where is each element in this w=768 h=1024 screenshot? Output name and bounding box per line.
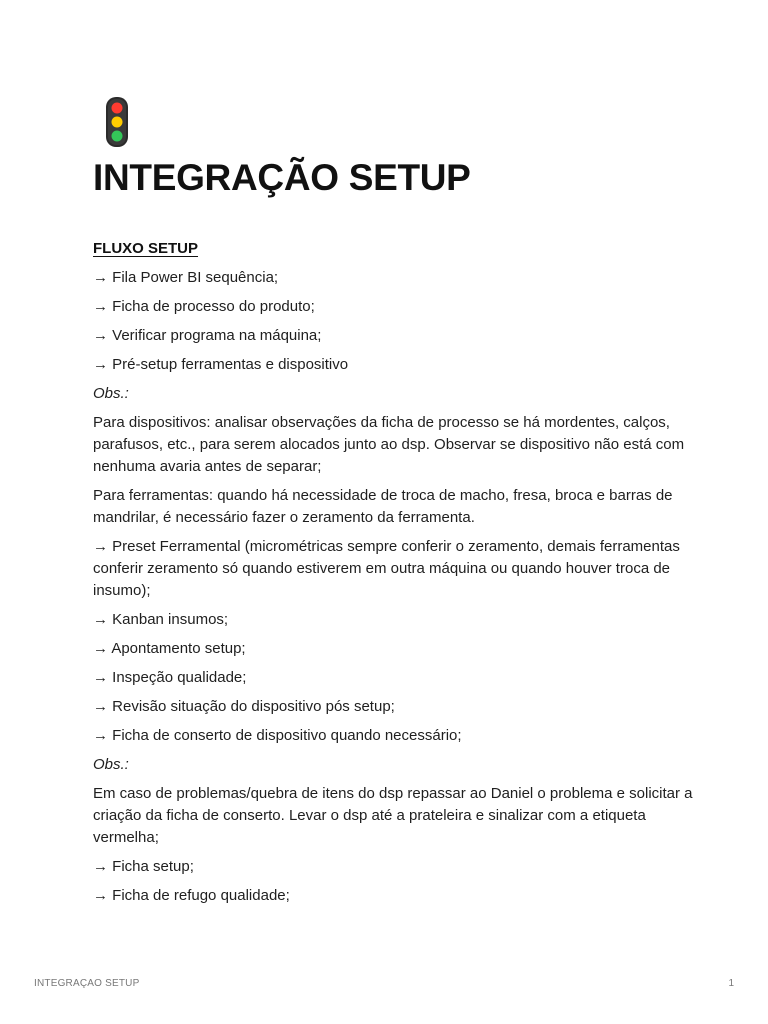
list-item: → Ficha de conserto de dispositivo quando necessário; [93,727,462,744]
list-item: → Apontamento setup; [93,640,246,657]
obs-label: Obs.: [93,385,129,402]
traffic-light-icon [89,96,145,148]
page-content [93,96,693,907]
section-heading: FLUXO SETUP [93,240,199,257]
footer-title: INTEGRAÇAO SETUP [34,978,140,989]
paragraph: Para dispositivos: analisar observações da ficha de processo se há mordentes, calços, parafusos, etc., para serem alocados junto ao dsp. Observar se dispositivo não está com nenhuma avaria antes de separar; [93,414,685,475]
page-title: INTEGRAÇÃO SETUP [93,157,471,198]
list-item: → Verificar programa na máquina; [93,327,322,344]
list-item: → Ficha de processo do produto; [93,298,315,315]
list-item: → Kanban insumos; [93,611,229,628]
list-item: → Fila Power BI sequência; [93,269,279,286]
list-item: → Ficha de refugo qualidade; [93,887,290,904]
list-item: → Inspeção qualidade; [93,669,247,686]
page-number: 1 [728,978,734,989]
paragraph: Em caso de problemas/quebra de itens do dsp repassar ao Daniel o problema e solicitar a criação da ficha de conserto. Levar o dsp até a prateleira e sinalizar com a etiqueta vermelha; [93,785,693,846]
list-item: → Preset Ferramental (micrométricas sempre conferir o zeramento, demais ferramentas conferir zeramento só quando estiverem em outra máquina ou quando houver troca de insumo); [93,538,680,599]
paragraph: Para ferramentas: quando há necessidade de troca de macho, fresa, broca e barras de mandrilar, é necessário fazer o zeramento da ferramenta. [93,487,673,526]
list-item: → Ficha setup; [93,858,194,875]
list-item: → Pré-setup ferramentas e dispositivo [93,356,349,373]
obs-label: Obs.: [93,756,129,773]
list-item: → Revisão situação do dispositivo pós setup; [93,698,395,715]
content-blocks [93,267,693,907]
